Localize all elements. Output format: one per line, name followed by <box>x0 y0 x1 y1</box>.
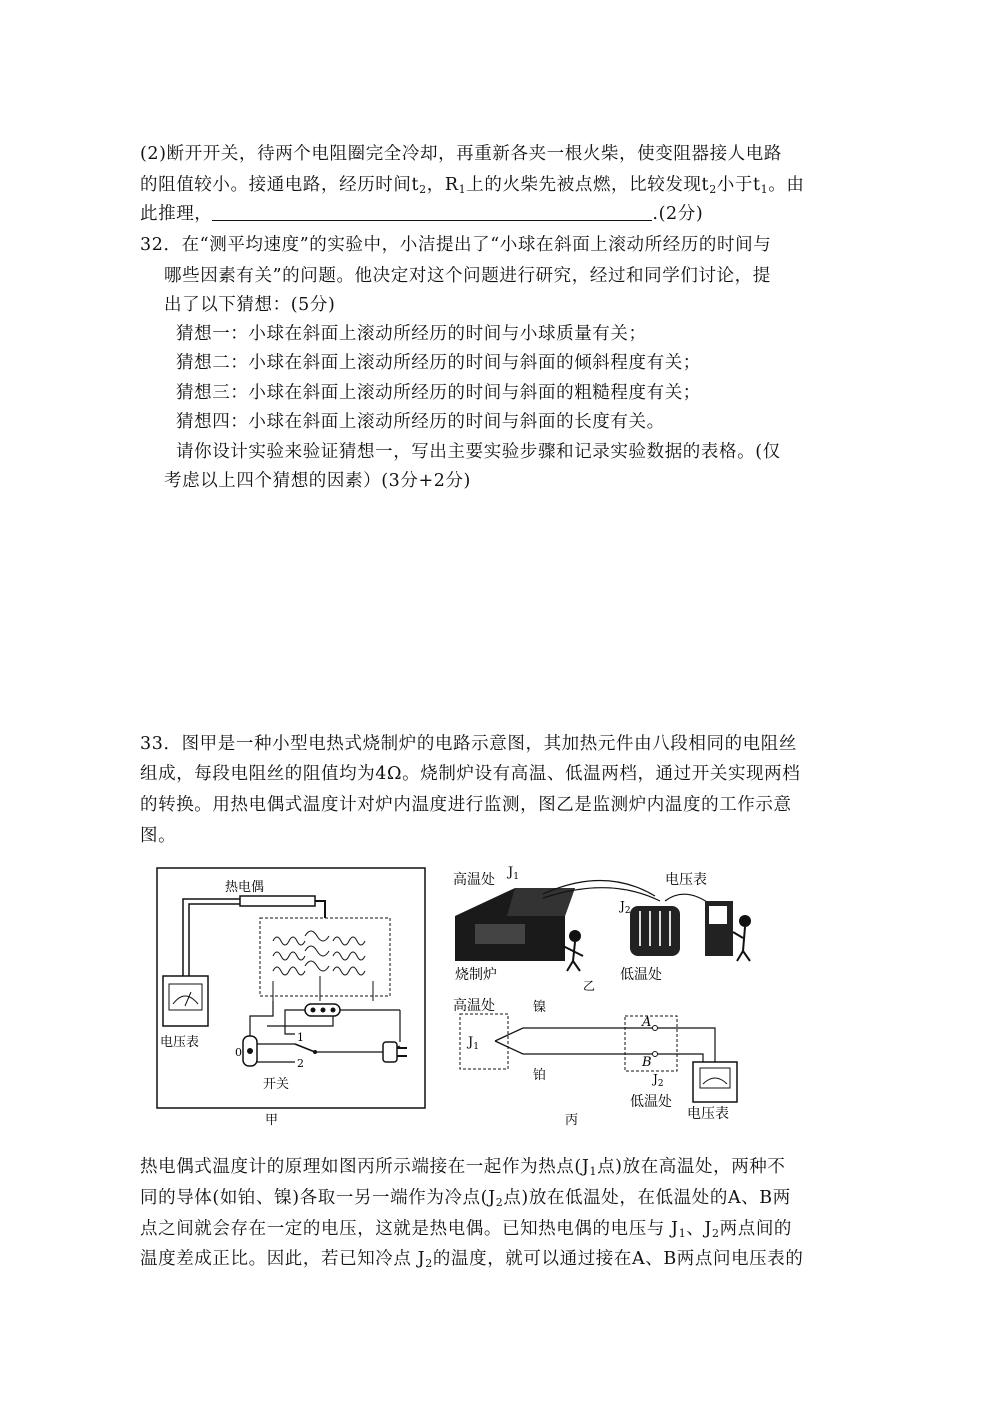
q32-guess2: 猜想二：小球在斜面上滚动所经历的时间与斜面的倾斜程度有关； <box>176 353 701 373</box>
q31-part2-line1: (2)断开开关，待两个电阻圈完全冷却，再重新各夹一根火柴，使变阻器接人电路 <box>140 144 782 164</box>
q33-line4: 图。 <box>140 826 177 846</box>
q32-task-line2: 考虑以上四个猜想的因素）(3分+2分) <box>164 471 471 491</box>
q33-after-line4: 温度差成正比。因此，若已知冷点 $J_2$的温度，就可以通过接在A、B两点问电压表的 <box>140 1249 804 1270</box>
yi-j2-label: $J_2$ <box>620 899 631 916</box>
jia-caption: 甲 <box>265 1113 279 1126</box>
q32-guess1: 猜想一：小球在斜面上滚动所经历的时间与小球质量有关； <box>176 324 647 344</box>
bing-j1-label: $J_1$ <box>468 1035 479 1052</box>
jia-pos1: 1 <box>297 1031 304 1044</box>
q33-line3: 的转换。用热电偶式温度计对炉内温度进行监测，图乙是监测炉内温度的工作示意 <box>140 795 792 815</box>
q32-guess3: 猜想三：小球在斜面上滚动所经历的时间与斜面的粗糙程度有关； <box>176 383 701 403</box>
q31-part2-line2: 的阻值较小。接通电路，经历时间$t_2$，$R_1$上的火柴先被点燃，比较发现$t_2$小于$t_1$。由 <box>140 175 805 196</box>
cold-bath <box>630 906 680 956</box>
figure-svg <box>155 866 870 1126</box>
q32-guess4: 猜想四：小球在斜面上滚动所经历的时间与斜面的长度有关。 <box>176 412 665 432</box>
q32-line2: 哪些因素有关”的问题。他决定对这个问题进行研究，经过和同学们讨论，提 <box>164 266 771 286</box>
q33-after-line2: 同的导体(如铂、镍)各取一另一端作为冷点($J_2$点)放在低温处，在低温处的A、B两 <box>140 1188 791 1209</box>
bing-low-temp-label: 低温处 <box>630 1094 672 1110</box>
bing-caption: 丙 <box>565 1113 579 1126</box>
q31-part2-line3: 此推理， .(2分) <box>140 204 704 224</box>
bing-nickel-label: 镍 <box>533 1000 547 1015</box>
thermocouple-figure <box>155 866 870 1126</box>
q33-after-line1: 热电偶式温度计的原理如图丙所示端接在一起作为热点($J_1$点)放在高温处，两种不 <box>140 1157 786 1178</box>
jia-switch-label: 开关 <box>263 1077 290 1092</box>
thermocouple-tube <box>240 896 315 906</box>
jia-voltmeter-label: 电压表 <box>160 1035 200 1050</box>
q33-after-line3: 点之间就会存在一定的电压，这就是热电偶。已知热电偶的电压与 $J_1$、$J_2$两点间的 <box>140 1219 793 1240</box>
q33-line2: 组成，每段电阻丝的阻值均为4Ω。烧制炉设有高温、低温两档，通过开关实现两档 <box>140 764 801 784</box>
q33-line1: 33．图甲是一种小型电热式烧制炉的电路示意图，其加热元件由八段相同的电阻丝 <box>140 734 797 754</box>
q32-line1: 32．在“测平均速度”的实验中，小洁提出了“小球在斜面上滚动所经历的时间与 <box>140 235 772 255</box>
yi-caption: 乙 <box>583 979 596 993</box>
bing-high-temp-label: 高温处 <box>453 998 495 1014</box>
yi-j1-label: $J_1$ <box>508 866 519 882</box>
q32-line3: 出了以下猜想：(5分) <box>164 295 336 315</box>
bing-voltmeter-label: 电压表 <box>687 1106 729 1122</box>
bing-a-label: A <box>642 1015 652 1030</box>
jia-pos0: 0 <box>235 1046 242 1059</box>
q32-task-line1: 请你设计实验来验证猜想一，写出主要实验步骤和记录实验数据的表格。(仅 <box>176 442 781 462</box>
bing-platinum-label: 铂 <box>533 1068 547 1083</box>
yi-voltmeter-label: 电压表 <box>665 872 707 888</box>
jia-thermocouple-label: 热电偶 <box>225 880 265 895</box>
bing-b-label: B <box>642 1055 652 1070</box>
yi-high-temp-label: 高温处 <box>453 872 495 888</box>
yi-low-temp-label: 低温处 <box>620 967 662 983</box>
bing-j2-label: $J_2$ <box>653 1072 664 1089</box>
answer-blank[interactable] <box>212 202 652 221</box>
jia-pos2: 2 <box>297 1057 304 1070</box>
yi-furnace-label: 烧制炉 <box>455 967 497 983</box>
